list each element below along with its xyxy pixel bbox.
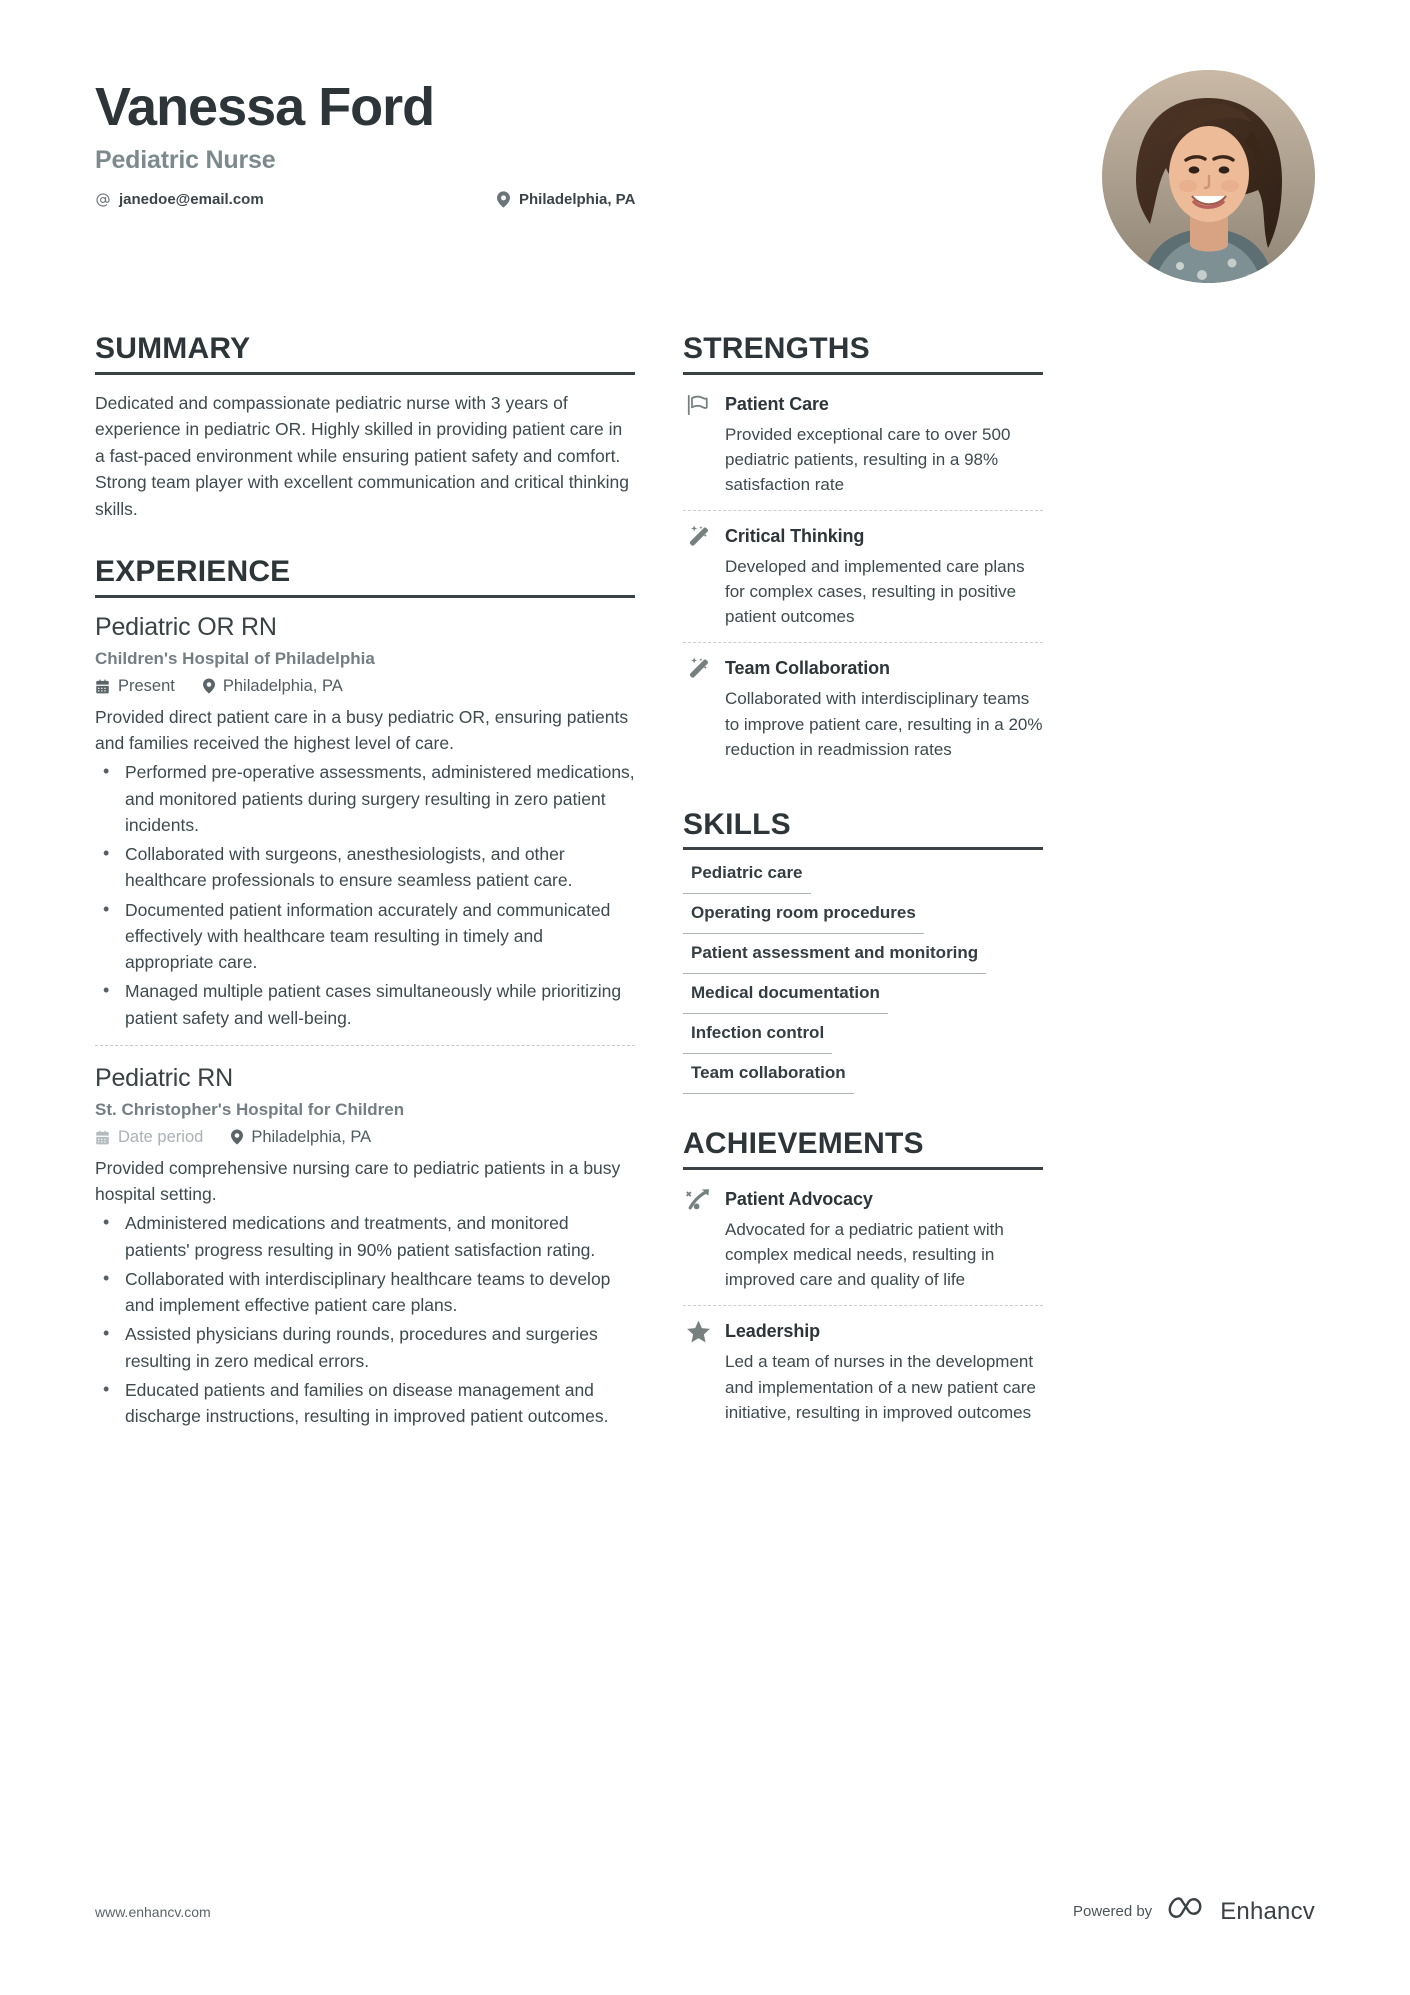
flag-icon [683, 392, 713, 418]
experience-bullet: • Collaborated with interdisciplinary healthcare teams to develop and implement effective patient care plans. [95, 1266, 635, 1319]
skill-item: Pediatric care [683, 854, 811, 894]
rocket-arrow-icon [683, 1187, 713, 1213]
left-column [95, 333, 635, 1477]
experience-meta [95, 1128, 635, 1147]
resume-body [95, 333, 1315, 1477]
star-icon [683, 1319, 713, 1345]
magic-wand-icon [683, 524, 713, 550]
experience-company: St. Christopher's Hospital for Children [95, 1099, 405, 1119]
powered-by-label: Powered by [1072, 1903, 1153, 1920]
experience-location-text: Philadelphia, PA [251, 1127, 372, 1146]
strength-item-title: Team Collaboration [725, 658, 890, 679]
section-heading-experience: EXPERIENCE [95, 556, 635, 598]
section-experience [95, 556, 635, 1443]
strength-item [683, 642, 1043, 774]
experience-location [231, 1128, 371, 1147]
footer [95, 1896, 1315, 1927]
achievement-item-title: Leadership [725, 1321, 821, 1342]
at-sign-icon [95, 192, 111, 208]
strength-item-head [683, 392, 1043, 418]
achievement-item-head [683, 1187, 1043, 1213]
experience-bullet: • Collaborated with surgeons, anesthesiologists, and other healthcare professionals to ensure seamless patient care. [95, 841, 635, 894]
contact-email[interactable] [95, 191, 495, 208]
achievement-item-head [683, 1319, 1043, 1345]
achievement-item-title: Patient Advocacy [725, 1188, 873, 1209]
experience-bullet: • Performed pre-operative assessments, administered medications, and monitored patients during surgery resulting in zero patient incidents. [95, 759, 635, 838]
experience-bullet: • Educated patients and families on disease management and discharge instructions, resulting in improved patient outcomes. [95, 1377, 635, 1430]
strength-item [683, 390, 1043, 510]
section-summary [95, 333, 635, 522]
achievement-item [683, 1185, 1043, 1305]
right-column [683, 333, 1043, 1477]
skill-item: Infection control [683, 1014, 832, 1054]
experience-bullet: • Assisted physicians during rounds, procedures and surgeries resulting in zero medical errors. [95, 1321, 635, 1374]
avatar-photo [1102, 70, 1315, 283]
strength-item-title: Patient Care [725, 393, 829, 414]
map-pin-icon [203, 678, 215, 694]
experience-item [95, 613, 635, 1045]
experience-location-text: Philadelphia, PA [222, 676, 343, 695]
skill-item: Patient assessment and monitoring [683, 934, 986, 974]
experience-bullet: • Documented patient information accurately and communicated effectively with healthcare team resulting in timely and appropriate care. [95, 897, 635, 976]
skill-item: Medical documentation [683, 974, 888, 1014]
skill-row [683, 854, 1043, 894]
experience-location [203, 677, 343, 696]
experience-meta [95, 677, 635, 696]
footer-brand-block [1073, 1896, 1315, 1927]
experience-description: Provided comprehensive nursing care to pediatric patients in a busy hospital setting. [95, 1157, 621, 1205]
contact-location-text: Philadelphia, PA [519, 191, 636, 209]
section-heading-achievements: ACHIEVEMENTS [683, 1128, 1043, 1170]
job-title: Pediatric Nurse [95, 146, 276, 175]
enhancv-logo-icon [1168, 1896, 1210, 1927]
skills-list [683, 850, 1043, 1094]
achievement-item [683, 1305, 1043, 1437]
contact-location [495, 191, 635, 208]
achievement-item-text: Advocated for a pediatric patient with complex medical needs, resulting in improved care and quality of life [725, 1219, 1004, 1290]
experience-bullets [95, 759, 635, 1031]
calendar-icon [95, 679, 110, 694]
map-pin-icon [231, 1129, 243, 1145]
brand-name: Enhancv [1220, 1897, 1315, 1925]
skill-item: Operating room procedures [683, 894, 924, 934]
strength-item-head [683, 656, 1043, 682]
skill-row [683, 894, 1043, 934]
section-heading-skills: SKILLS [683, 809, 1043, 851]
contact-email-text: janedoe@email.com [119, 191, 264, 209]
magic-wand-icon [683, 656, 713, 682]
experience-bullets [95, 1210, 635, 1429]
avatar [1102, 70, 1315, 283]
strength-item-text: Provided exceptional care to over 500 pediatric patients, resulting in a 98% satisfaction rate [725, 424, 1011, 494]
resume-header [95, 0, 1315, 283]
header-text-block [95, 70, 1102, 208]
experience-date [95, 677, 175, 696]
experience-company: Children's Hospital of Philadelphia [95, 648, 375, 668]
achievements-list [683, 1170, 1043, 1438]
skill-row [683, 1014, 1043, 1054]
strength-item [683, 510, 1043, 642]
strength-item-text: Developed and implemented care plans for complex cases, resulting in positive patient outcomes [725, 556, 1025, 627]
skill-item: Team collaboration [683, 1054, 854, 1094]
experience-role: Pediatric OR RN [95, 612, 277, 641]
section-heading-strengths: STRENGTHS [683, 333, 1043, 375]
summary-text: Dedicated and compassionate pediatric nurse with 3 years of experience in pediatric OR. Highly skilled in providing patient care in a fast-paced environment while ensuring patient safety and comfort. Strong team player with excellent communication and critical thinking skills. [95, 392, 630, 519]
skill-row [683, 1054, 1043, 1094]
page-title: Vanessa Ford [95, 77, 435, 137]
experience-item [95, 1045, 635, 1444]
strength-item-text: Collaborated with interdisciplinary teams to improve patient care, resulting in a 20% reduction in readmission rates [725, 689, 1043, 759]
experience-date-text: Present [118, 676, 175, 695]
section-strengths [683, 333, 1043, 775]
experience-description: Provided direct patient care in a busy pediatric OR, ensuring patients and families received the highest level of care. [95, 706, 629, 754]
skill-row [683, 934, 1043, 974]
footer-url[interactable]: www.enhancv.com [95, 1903, 211, 1920]
contact-row [95, 191, 1102, 208]
map-pin-icon [495, 191, 511, 208]
experience-bullet: • Administered medications and treatments, and monitored patients' progress resulting in 90% patient satisfaction rating. [95, 1210, 635, 1263]
brand [1168, 1896, 1315, 1927]
strengths-list [683, 375, 1043, 775]
section-skills [683, 809, 1043, 1095]
strength-item-title: Critical Thinking [725, 525, 865, 546]
experience-role: Pediatric RN [95, 1063, 233, 1092]
skill-row [683, 974, 1043, 1014]
experience-list [95, 598, 635, 1444]
section-achievements [683, 1128, 1043, 1437]
experience-bullet: • Managed multiple patient cases simultaneously while prioritizing patient safety and well-being. [95, 978, 635, 1031]
achievement-item-text: Led a team of nurses in the development and implementation of a new patient care initiative, resulting in improved outcomes [725, 1352, 1036, 1422]
calendar-icon [95, 1130, 110, 1145]
strength-item-head [683, 524, 1043, 550]
section-heading-summary: SUMMARY [95, 333, 635, 375]
experience-date [95, 1128, 203, 1147]
experience-date-text: Date period [118, 1127, 204, 1146]
